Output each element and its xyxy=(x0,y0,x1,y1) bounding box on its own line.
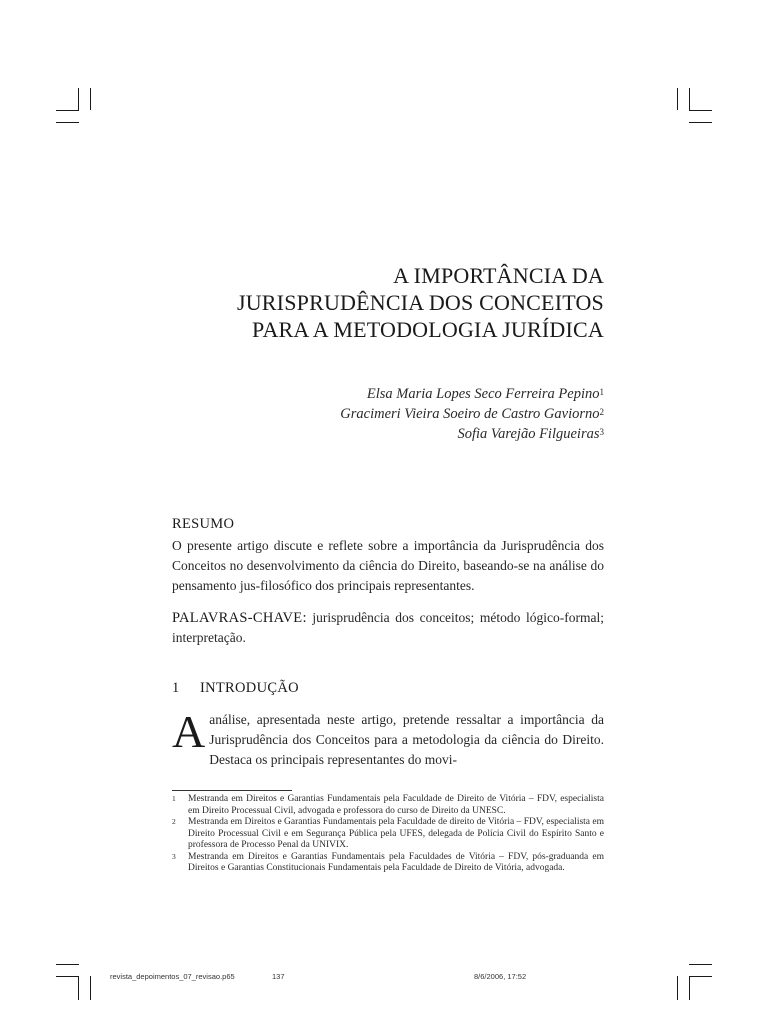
keywords xyxy=(172,608,604,648)
drop-cap: A xyxy=(172,706,206,757)
crop-mark xyxy=(677,88,678,110)
footnote xyxy=(172,852,604,875)
crop-mark xyxy=(90,88,91,110)
footnote-text: Mestranda em Direitos e Garantias Fundamentais pela Faculdade de direito de Vitória – FDV, especialista em Direito Processual Civil e em Segurança Pública pela UFES, delegada de Polícia Civil do Espírito Santo e professora de Processo Penal da UNIVIX. xyxy=(188,817,604,850)
crop-mark xyxy=(78,88,79,110)
author-name: Elsa Maria Lopes Seco Ferreira Pepino xyxy=(366,386,600,402)
intro-text: análise, apresentada neste artigo, pretende ressaltar a importância da Jurisprudência dos Conceitos para a metodologia da ciência do Direito. Destaca os principais representantes do movi- xyxy=(209,712,604,767)
section-heading xyxy=(172,680,604,697)
abstract-text: O presente artigo discute e reflete sobre a importância da Jurisprudência dos Conceitos no desenvolvimento da ciência do Direito, baseando-se na análise do pensamento jus-filosófico dos principais representantes. xyxy=(172,538,604,593)
footnote-number: 1 xyxy=(172,794,176,803)
author-name: Sofia Varejão Filgueiras xyxy=(457,426,600,442)
crop-mark xyxy=(56,122,79,123)
keywords-text: jurisprudência dos conceitos; método lógico-formal; interpretação. xyxy=(172,610,604,645)
title-line: PARA A METODOLOGIA JURÍDICA xyxy=(252,317,604,342)
slug-page-number: 137 xyxy=(272,972,285,981)
article-title xyxy=(237,262,604,343)
slug-filename: revista_depoimentos_07_revisao.p65 xyxy=(110,972,235,981)
footnote-number: 2 xyxy=(172,817,176,826)
footnote-ref: 2 xyxy=(599,407,604,417)
footnote-text: Mestranda em Direitos e Garantias Fundamentais pela Faculdades de Vitória – FDV, pós-graduanda em Direitos e Garantias Constitucionais Fundamentais pela Faculdade de Direito de Vitória, advogada. xyxy=(188,851,604,873)
footnote xyxy=(172,794,604,817)
crop-mark xyxy=(78,976,79,1000)
author-list xyxy=(340,384,604,444)
crop-mark xyxy=(689,88,690,110)
title-line: JURISPRUDÊNCIA DOS CONCEITOS xyxy=(236,290,604,315)
crop-mark xyxy=(689,976,690,1000)
crop-mark xyxy=(90,976,91,1000)
author xyxy=(340,424,604,444)
author-name: Gracimeri Vieira Soeiro de Castro Gaviorno xyxy=(340,406,600,422)
crop-mark xyxy=(689,964,712,965)
author xyxy=(340,404,604,424)
crop-mark xyxy=(677,976,678,1000)
section-number: 1 xyxy=(172,680,180,696)
footnote-ref: 1 xyxy=(599,387,604,397)
slug-timestamp: 8/6/2006, 17:52 xyxy=(474,972,527,981)
footnote-separator xyxy=(172,790,292,791)
section-title: INTRODUÇÃO xyxy=(200,680,299,696)
footnote xyxy=(172,817,604,852)
abstract-heading: RESUMO xyxy=(172,516,235,532)
keywords-label: PALAVRAS-CHAVE: xyxy=(172,610,307,626)
author xyxy=(340,384,604,404)
crop-mark xyxy=(689,110,712,111)
crop-mark xyxy=(689,976,712,977)
intro-paragraph xyxy=(172,706,604,770)
crop-mark xyxy=(689,122,712,123)
crop-mark xyxy=(56,110,79,111)
footnote-text: Mestranda em Direitos e Garantias Fundamentais pela Faculdade de Direito de Vitória – FDV, especialista em Direito Processual Civil, advogada e professora do curso de Direito da UNESC. xyxy=(188,794,604,816)
footnotes xyxy=(172,794,604,875)
title-line: A IMPORTÂNCIA DA xyxy=(393,263,604,288)
footnote-ref: 3 xyxy=(599,427,604,437)
crop-mark xyxy=(56,976,79,977)
footnote-number: 3 xyxy=(172,851,176,861)
crop-mark xyxy=(56,964,79,965)
